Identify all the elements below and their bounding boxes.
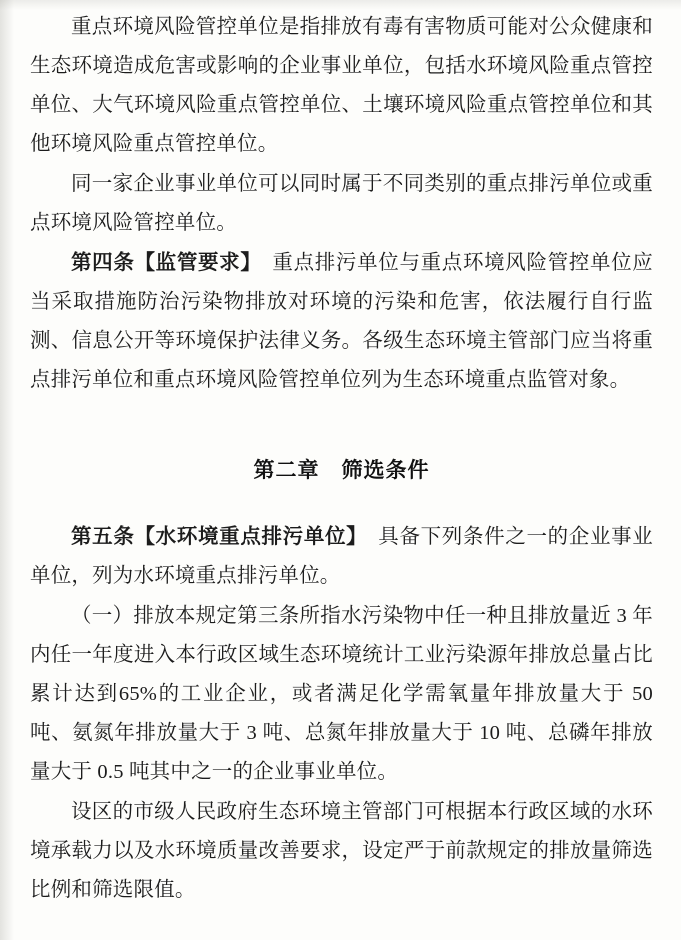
chapter-gap-after <box>30 490 653 518</box>
paragraph-municipal-authority <box>30 793 653 910</box>
paragraph-text: 同一家企业事业单位可以同时属于不同类别的重点排污单位或重点环境风险管控单位。 <box>30 173 653 234</box>
article-5-label: 第五条【水环境重点排污单位】 <box>71 526 358 548</box>
paragraph-text: 设区的市级人民政府生态环境主管部门可根据本行政区域的水环境承载力以及水环境质量改善要求，设定严于前款规定的排放量筛选比例和筛选限值。 <box>30 801 653 901</box>
paragraph-item-1 <box>30 597 653 792</box>
paragraph-article-5 <box>30 518 653 596</box>
article-4-text: 重点排污单位与重点环境风险管控单位应当采取措施防治污染物排放对环境的污染和危害，依法履行自行监测、信息公开等环境保护法律义务。各级生态环境主管部门应当将重点排污单位和重点环境风险管控单位列为生态环境重点监管对象。 <box>30 252 653 391</box>
paragraph-text: 重点环境风险管控单位是指排放有毒有害物质可能对公众健康和生态环境造成危害或影响的企业事业单位，包括水环境风险重点管控单位、大气环境风险重点管控单位、土壤环境风险重点管控单位和其他环境风险重点管控单位。 <box>30 16 653 155</box>
chapter-heading: 第二章 筛选条件 <box>253 458 430 482</box>
paragraph-risk-definition <box>30 8 653 164</box>
paragraph-article-4 <box>30 244 653 400</box>
article-4-label: 第四条【监管要求】 <box>71 252 252 274</box>
chapter-gap-before <box>30 401 653 451</box>
paragraph-text: （一）排放本规定第三条所指水污染物中任一种且排放量近 3 年内任一年度进入本行政区域生态环境统计工业污染源年排放总量占比累计达到65%的工业企业，或者满足化学需氧量年排放量大于 50 吨、氨氮年排放量大于 3 吨、总氮年排放量大于 10 吨、总磷年排放量大于 0.5 吨其中之一的企业事业单位。 <box>30 605 653 783</box>
article-5-text: 具备下列条件之一的企业事业单位，列为水环境重点排污单位。 <box>30 526 653 587</box>
paragraph-same-enterprise <box>30 165 653 243</box>
